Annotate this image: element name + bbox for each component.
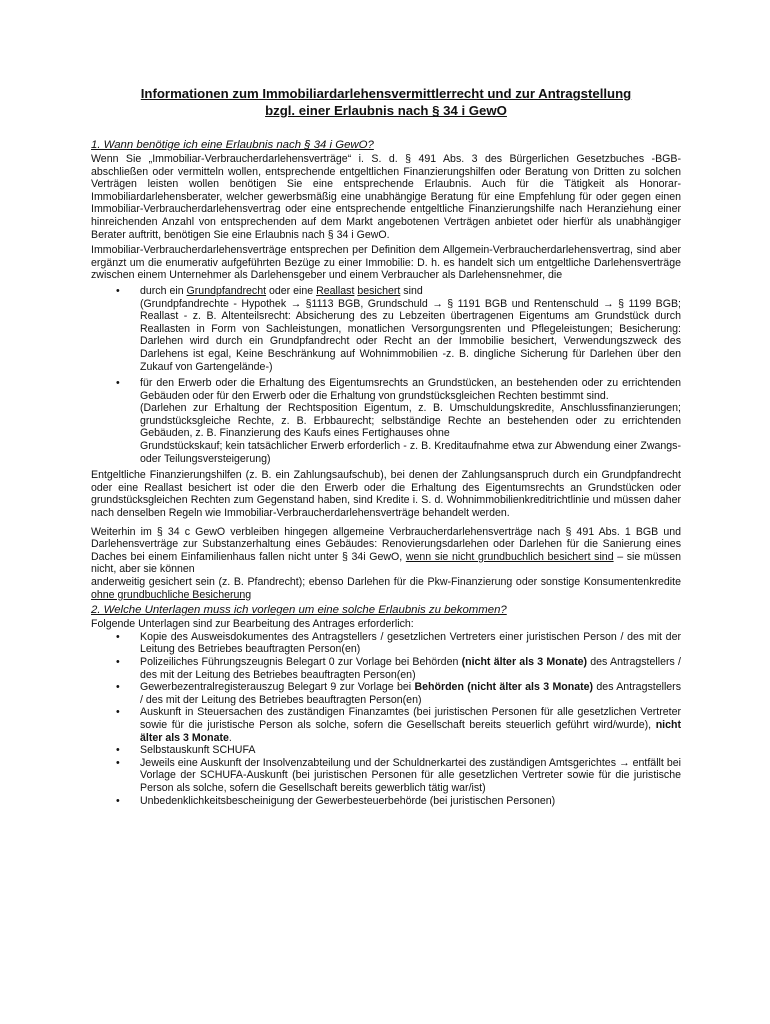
section-1-heading: 1. Wann benötige ich eine Erlaubnis nach § 34 i GewO?: [91, 139, 374, 151]
bullet-icon: •: [116, 744, 120, 757]
section-1-paragraph-4: Weiterhin im § 34 c GewO verbleiben hingegen allgemeine Verbraucherdarlehensverträge nach § 491 Abs. 1 BGB und Darlehensverträge zur Substanzerhaltung eines Gebäudes: Renovierungsdarlehen oder Darlehen für die Sanierung eines Daches bei einem Einfamilienhaus fallen nicht unter § 34i GewO, wenn sie nicht grundbuchlich besichert sind – sie müssen nicht, aber sie können anderweitig gesichert sein (z. B. Pfandrecht); ebenso Darlehen für die Pkw-Finanzierung oder sonstige Konsumentenkredite ohne grundbuchliche Besicherung: [91, 525, 682, 601]
title-line-1: Informationen zum Immobiliardarlehensvermittlerrecht und zur Antragstellung: [140, 86, 632, 101]
document-item: • Kopie des Ausweisdokumentes des Antragstellers / gesetzlichen Vertreters einer juristischen Person / des mit der Leitung des Betriebes beauftragten Person(en): [116, 630, 681, 656]
section-1-paragraph-3: Entgeltliche Finanzierungshilfen (z. B. ein Zahlungsaufschub), bei denen der Zahlungsanspruch durch ein Grundpfandrecht oder eine Reallast besichert ist oder die den Erwerb oder die Erhaltung des Eigentumsrechts an Grundstücken oder grundstücksgleichen Rechten zum Gegenstand haben, sind Kredite i. S. d. Wohnimmobilienkreditrichtlinie und müssen daher nach denselben Regeln wie Immobiliar-Verbraucherdarlehensverträge behandelt werden.: [91, 469, 681, 520]
condition-item-1: • durch ein Grundpfandrecht oder eine Reallast besichert sind (Grundpfandrechte - Hypothek → §1113 BGB, Grundschuld → § 1191 BGB und Rentenschuld → § 1199 BGB; Reallast - z. B. Altenteilsrecht: Absicherung des zu Lebzeiten übertragenen Eigentums am Grundstück durch Reallasten in Form von Sachleistungen, monatlichen Versorgungsrenten und Pflegeleistungen; Besicherung: Darlehen wird durch ein Grundpfandrecht oder Recht an der Immobilie besichert, Verwendungszweck des Darlehens ist egal, Keine Beschränkung auf Wohnimmobilien -z. B. dingliche Sicherung für Darlehen über den Zukauf von Gartengelände-): [116, 284, 681, 373]
section-1-paragraph-1: Wenn Sie „Immobiliar-Verbraucherdarlehensverträge“ i. S. d. § 491 Abs. 3 des Bürgerlichen Gesetzbuches -BGB- abschließen oder vermitteln wollen, entsprechende entgeltlichen Finanzierungshilfen oder Beratung von Dritten zu solchen Verträgen leisten wollen benötigen Sie eine entsprechende Erlaubnis. Auch für die Tätigkeit als Honorar-Immobiliardarlehensberater, welcher gewerbsmäßig eine unabhängige Beratung für eine Empfehlung für oder gegen einen Immobiliar-Verbraucherdarlehensvertrag oder eine entsprechende entgeltliche Finanzierungshilfe nach Heranziehung einer hinreichenden Anzahl von entsprechenden auf dem Markt angebotenen Verträgen anbietet oder hierfür als unabhängiger Berater auftritt, benötigen Sie eine Erlaubnis nach § 34 i GewO.: [91, 153, 681, 241]
document-page: [91, 85, 681, 807]
bullet-icon: •: [116, 655, 120, 668]
bullet-icon: •: [116, 794, 120, 807]
section-2-heading: 2. Welche Unterlagen muss ich vorlegen um eine solche Erlaubnis zu bekommen?: [91, 604, 507, 617]
section-2-intro: Folgende Unterlagen sind zur Bearbeitung des Antrages erforderlich:: [91, 618, 414, 631]
document-title: [91, 85, 681, 119]
bullet-icon: •: [116, 630, 120, 643]
condition-item-1-detail: (Grundpfandrechte - Hypothek → §1113 BGB, Grundschuld → § 1191 BGB und Rentenschuld → § 1199 BGB; Reallast - z. B. Altenteilsrecht: Absicherung des zu Lebzeiten übertragenen Eigentums am Grundstück durch Reallasten in Form von Sachleistungen, monatlichen Versorgungsrenten und Pflegeleistungen; Besicherung: Darlehen wird durch ein Grundpfandrecht oder Recht an der Immobilie besichert, Verwendungszweck des Darlehens ist egal, Keine Beschränkung auf Wohnimmobilien -z. B. dingliche Sicherung für Darlehen über den Zukauf von Gartengelände-): [140, 297, 681, 373]
condition-item-2-detail-2: Grundstückskauf; kein tatsächlicher Erwerb erforderlich - z. B. Kreditaufnahme etwa zur Abwendung einer Zwangs- oder Teilungsversteigerung): [140, 440, 681, 465]
document-item: • Jeweils eine Auskunft der Insolvenzabteilung und der Schuldnerkartei des zuständigen Amtsgerichtes → entfällt bei Vorlage der SCHUFA-Auskunft (bei juristischen Personen für alle gesetzlichen Vertreter sowie für die juristische Person als solche, sofern die Gesellschaft bereits gewerblich tätig war/ist): [116, 756, 681, 794]
required-documents-list: [91, 631, 681, 807]
document-item: • Auskunft in Steuersachen des zuständigen Finanzamtes (bei juristischen Personen für alle gesetzlichen Vertreter sowie für die juristische Person als solche, sofern die Gesellschaft bereits steuerlich geführt wird/wurde), nicht älter als 3 Monate.: [116, 706, 681, 744]
bullet-icon: •: [116, 284, 120, 297]
bullet-icon: •: [116, 706, 120, 719]
document-item: • Unbedenklichkeitsbescheinigung der Gewerbesteuerbehörde (bei juristischen Personen): [116, 794, 556, 807]
condition-item-2: • für den Erwerb oder die Erhaltung des Eigentumsrechts an Grundstücken, an bestehenden oder zu errichtenden Gebäuden oder für den Erwerb oder die Erhaltung von grundstücksgleichen Rechten bestimmt sind. (Darlehen zur Erhaltung der Rechtsposition Eigentum, z. B. Umschuldungskredite, Anschlussfinanzierungen; grundstücksgleiche Rechte, z. B. Erbbaurecht; selbständige Rechte an bestehenden oder zu errichtenden Gebäuden, z. B. Finanzierung des Kaufs eines Fertighauses ohne Grundstückskauf; kein tatsächlicher Erwerb erforderlich - z. B. Kreditaufnahme etwa zur Abwendung einer Zwangs- oder Teilungsversteigerung): [116, 377, 681, 465]
title-line-2: bzgl. einer Erlaubnis nach § 34 i GewO: [265, 103, 507, 118]
document-item: • Selbstauskunft SCHUFA: [116, 744, 256, 757]
bullet-icon: •: [116, 756, 120, 769]
bullet-icon: •: [116, 377, 120, 390]
document-item: • Gewerbezentralregisterauszug Belegart 9 zur Vorlage bei Behörden (nicht älter als 3 Monate) des Antragstellers / des mit der Leitung des Betriebes beauftragten Person(en): [116, 681, 682, 706]
document-item: • Polizeiliches Führungszeugnis Belegart 0 zur Vorlage bei Behörden (nicht älter als 3 Monate) des Antragstellers / des mit der Leitung des Betriebes beauftragten Person(en): [116, 655, 681, 681]
section-1-paragraph-2: Immobiliar-Verbraucherdarlehensverträge entsprechen per Definition dem Allgemein-Verbraucherdarlehensvertrag, sind aber ergänzt um die enumerativ aufgeführten Bezüge zu einer Immobilie: D. h. es handelt sich um entgeltliche Darlehensverträge zwischen einem Unternehmer als Darlehensgeber und einem Verbraucher als Darlehensnehmer, die: [91, 244, 681, 282]
condition-item-2-detail-1: (Darlehen zur Erhaltung der Rechtsposition Eigentum, z. B. Umschuldungskredite, Anschlussfinanzierungen; grundstücksgleiche Rechte, z. B. Erbbaurecht; selbständige Rechte an bestehenden oder zu errichtenden Gebäuden, z. B. Finanzierung des Kaufs eines Fertighauses ohne: [140, 402, 681, 440]
condition-list: [91, 285, 681, 465]
bullet-icon: •: [116, 681, 120, 694]
